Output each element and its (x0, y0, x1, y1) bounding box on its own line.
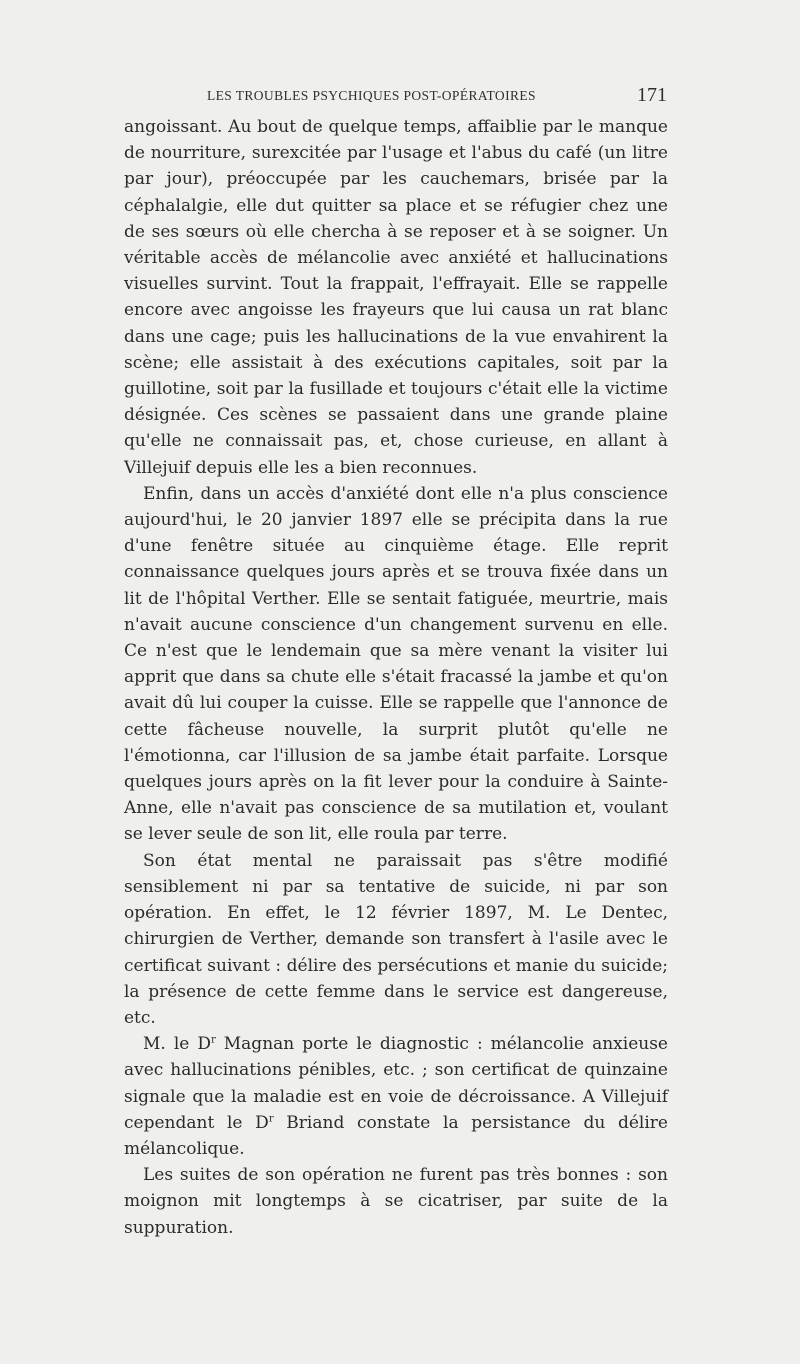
page-number: 171 (637, 84, 667, 106)
paragraph-3: Son état mental ne paraissait pas s'être modifié sensiblement ni par sa tentative de suicide, ni par son opération. En effet, le 12 février 1897, M. Le Dentec, chirurgien de Verther, demande son transfert à l'asile avec le certificat suivant : délire des persécutions et manie du suicide; la présence de cette femme dans le service est dangereuse, etc. (124, 850, 668, 1028)
paragraph-5: Les suites de son opération ne furent pas très bonnes : son moignon mit longtemps à se cicatriser, par suite de la suppuration. (124, 1165, 668, 1238)
paragraph-4 (124, 1031, 668, 1162)
doctor-superscript: r (210, 1034, 216, 1046)
paragraph-4-text-c: Briand constate la persistance du délire mélancolique. (124, 1112, 668, 1159)
running-title: LES TROUBLES PSYCHIQUES POST-OPÉRATOIRES (207, 88, 536, 103)
doctor-superscript: r (268, 1113, 274, 1125)
page-header (207, 84, 667, 108)
body-text (124, 114, 668, 1241)
paragraph-2: Enfin, dans un accès d'anxiété dont elle n'a plus conscience aujourd'hui, le 20 janvier 1897 elle se précipita dans la rue d'une fenêtre située au cinquième étage. Elle reprit connaissance quelques jours après et se trouva fixée dans un lit de l'hôpital Verther. Elle se sentait fatiguée, meurtrie, mais n'avait aucune conscience d'un changement survenu en elle. Ce n'est que le lendemain que sa mère venant la visiter lui apprit que dans sa chute elle s'était fracassé la jambe et qu'on avait dû lui couper la cuisse. Elle se rappelle que l'annonce de cette fâcheuse nouvelle, la surprit plutôt qu'elle ne l'émotionna, car l'illusion de sa jambe était parfaite. Lorsque quelques jours après on la fit lever pour la conduire à Sainte-Anne, elle n'avait pas conscience de sa mutilation et, voulant se lever seule de son lit, elle roula par terre. (124, 483, 668, 845)
paragraph-1: angoissant. Au bout de quelque temps, affaiblie par le manque de nourriture, surexcitée par l'usage et l'abus du café (un litre par jour), préoccupée par les cauchemars, brisée par la céphalalgie, elle dut quitter sa place et se réfugier chez une de ses sœurs où elle chercha à se reposer et à se soigner. Un véritable accès de mélancolie avec anxiété et hallucinations visuelles survint. Tout la frappait, l'effrayait. Elle se rappelle encore avec angoisse les frayeurs que lui causa un rat blanc dans une cage; puis les hallucinations de la vue envahirent la scène; elle assistait à des exécutions capitales, soit par la guillotine, soit par la fusillade et toujours c'était elle la victime désignée. Ces scènes se passaient dans une grande plaine qu'elle ne connaissait pas, et, chose curieuse, en allant à Villejuif depuis elle les a bien reconnues. (124, 117, 668, 478)
paragraph-4-text-b: Magnan porte le diagnostic : mélancolie anxieuse avec hallucinations pénibles, etc. ; son certificat de quinzaine signale que la maladie est en voie de décroissance. A Villejuif cependant le D (124, 1034, 668, 1133)
paragraph-4-text-a: M. le D (143, 1034, 211, 1055)
